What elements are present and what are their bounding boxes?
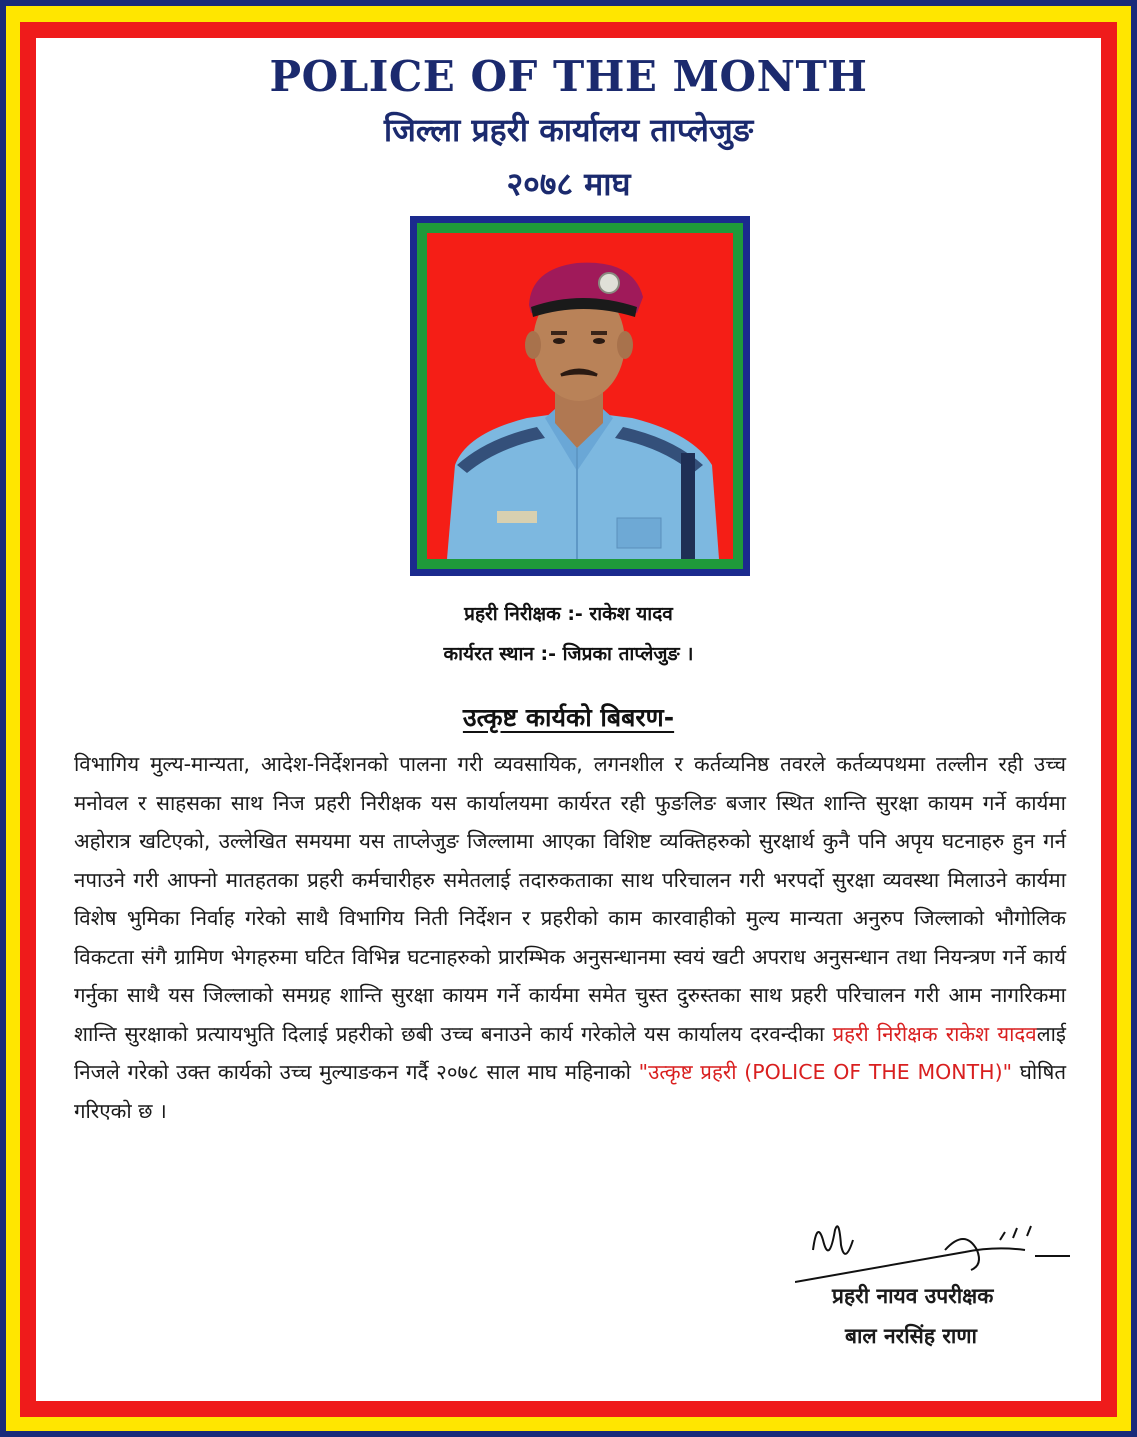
citation-paragraph [74,745,1066,1130]
officer-rank-name: प्रहरी निरीक्षक :- राकेश यादव [464,603,673,625]
citation-text-3: घोषित गरिएको छ । [74,1060,1067,1123]
award-title-highlight: "उत्कृष्ट प्रहरी (POLICE OF THE MONTH)" [638,1060,1013,1084]
citation-text-1: विभागिय मुल्य-मान्यता, आदेश-निर्देशनको पालना गरी व्यवसायिक, लगनशील र कर्तव्यनिष्ठ तवरले कर्तव्यपथमा तल्लीन रही उच्च मनोवल र साहसका साथ निज प्रहरी निरीक्षक यस कार्यालयमा कार्यरत रही फुङलिङ बजार स्थित शान्ति सुरक्षा कायम गर्ने कार्यमा अहोरात्र खटिएको, उल्लेखित समयमा यस ताप्लेजुङ जिल्लामा आएका विशिष्ट व्यक्तिहरुको सुरक्षार्थ कुनै पनि अपृय घटनाहरु हुन गर्न नपाउने गरी आफ्नो मातहतका प्रहरी कर्मचारीहरु समेतलाई तदारुकताका साथ परिचालन गरी भरपर्दो सुरक्षा व्यवस्था मिलाउने कार्यमा विशेष भुमिका निर्वाह गरेको साथै विभागिय निती निर्देशन र प्रहरीको काम कारवाहीको मुल्य मान्यता अनुरुप जिल्लाको भौगोलिक विकटता संगै ग्रामिण भेगहरुमा घटित विभिन्न घटनाहरुको प्रारम्भिक अनुसन्धानमा स्वयं खटी अपराध अनुसन्धान तथा नियन्त्रण गर्ने कार्य गर्नुका साथै यस जिल्लाको समग्रह शान्ति सुरक्षा कायम गर्ने कार्यमा समेत चुस्त दुरुस्तका साथ प्रहरी परिचालन गरी आम नागरिकमा शान्ति सुरक्षाको प्रत्यायभुति दिलाई प्रहरीको छबी उच्च बनाउने कार्य गरेकोले यस कार्यालय दरवन्दीका [74,752,1066,1046]
signatory-name: बाल नरसिंह राणा [845,1324,977,1348]
officer-name-highlight: प्रहरी निरीक्षक राकेश यादव [832,1021,1037,1046]
officer-photo-frame [410,216,750,576]
office-name: जिल्ला प्रहरी कार्यालय ताप्लेजुङ [383,111,754,149]
section-heading-text: उत्कृष्ट कार्यको बिबरण- [462,703,675,732]
signature-mark [795,1210,1075,1290]
award-month: २०७८ माघ [506,165,631,203]
certificate-title: POLICE OF THE MONTH [269,52,868,101]
signatory-title: प्रहरी नायव उपरीक्षक [832,1284,994,1308]
photo-green-border [417,223,743,569]
officer-workplace: कार्यरत स्थान :- जिप्रका ताप्लेजुङ । [443,643,694,665]
citation-text-2: लाई निजले गरेको उक्त कार्यको उच्च मुल्याङकन गर्दै २०७८ साल माघ महिनाको [74,1021,1066,1084]
section-heading [0,700,1137,734]
officer-portrait-icon [427,233,733,559]
